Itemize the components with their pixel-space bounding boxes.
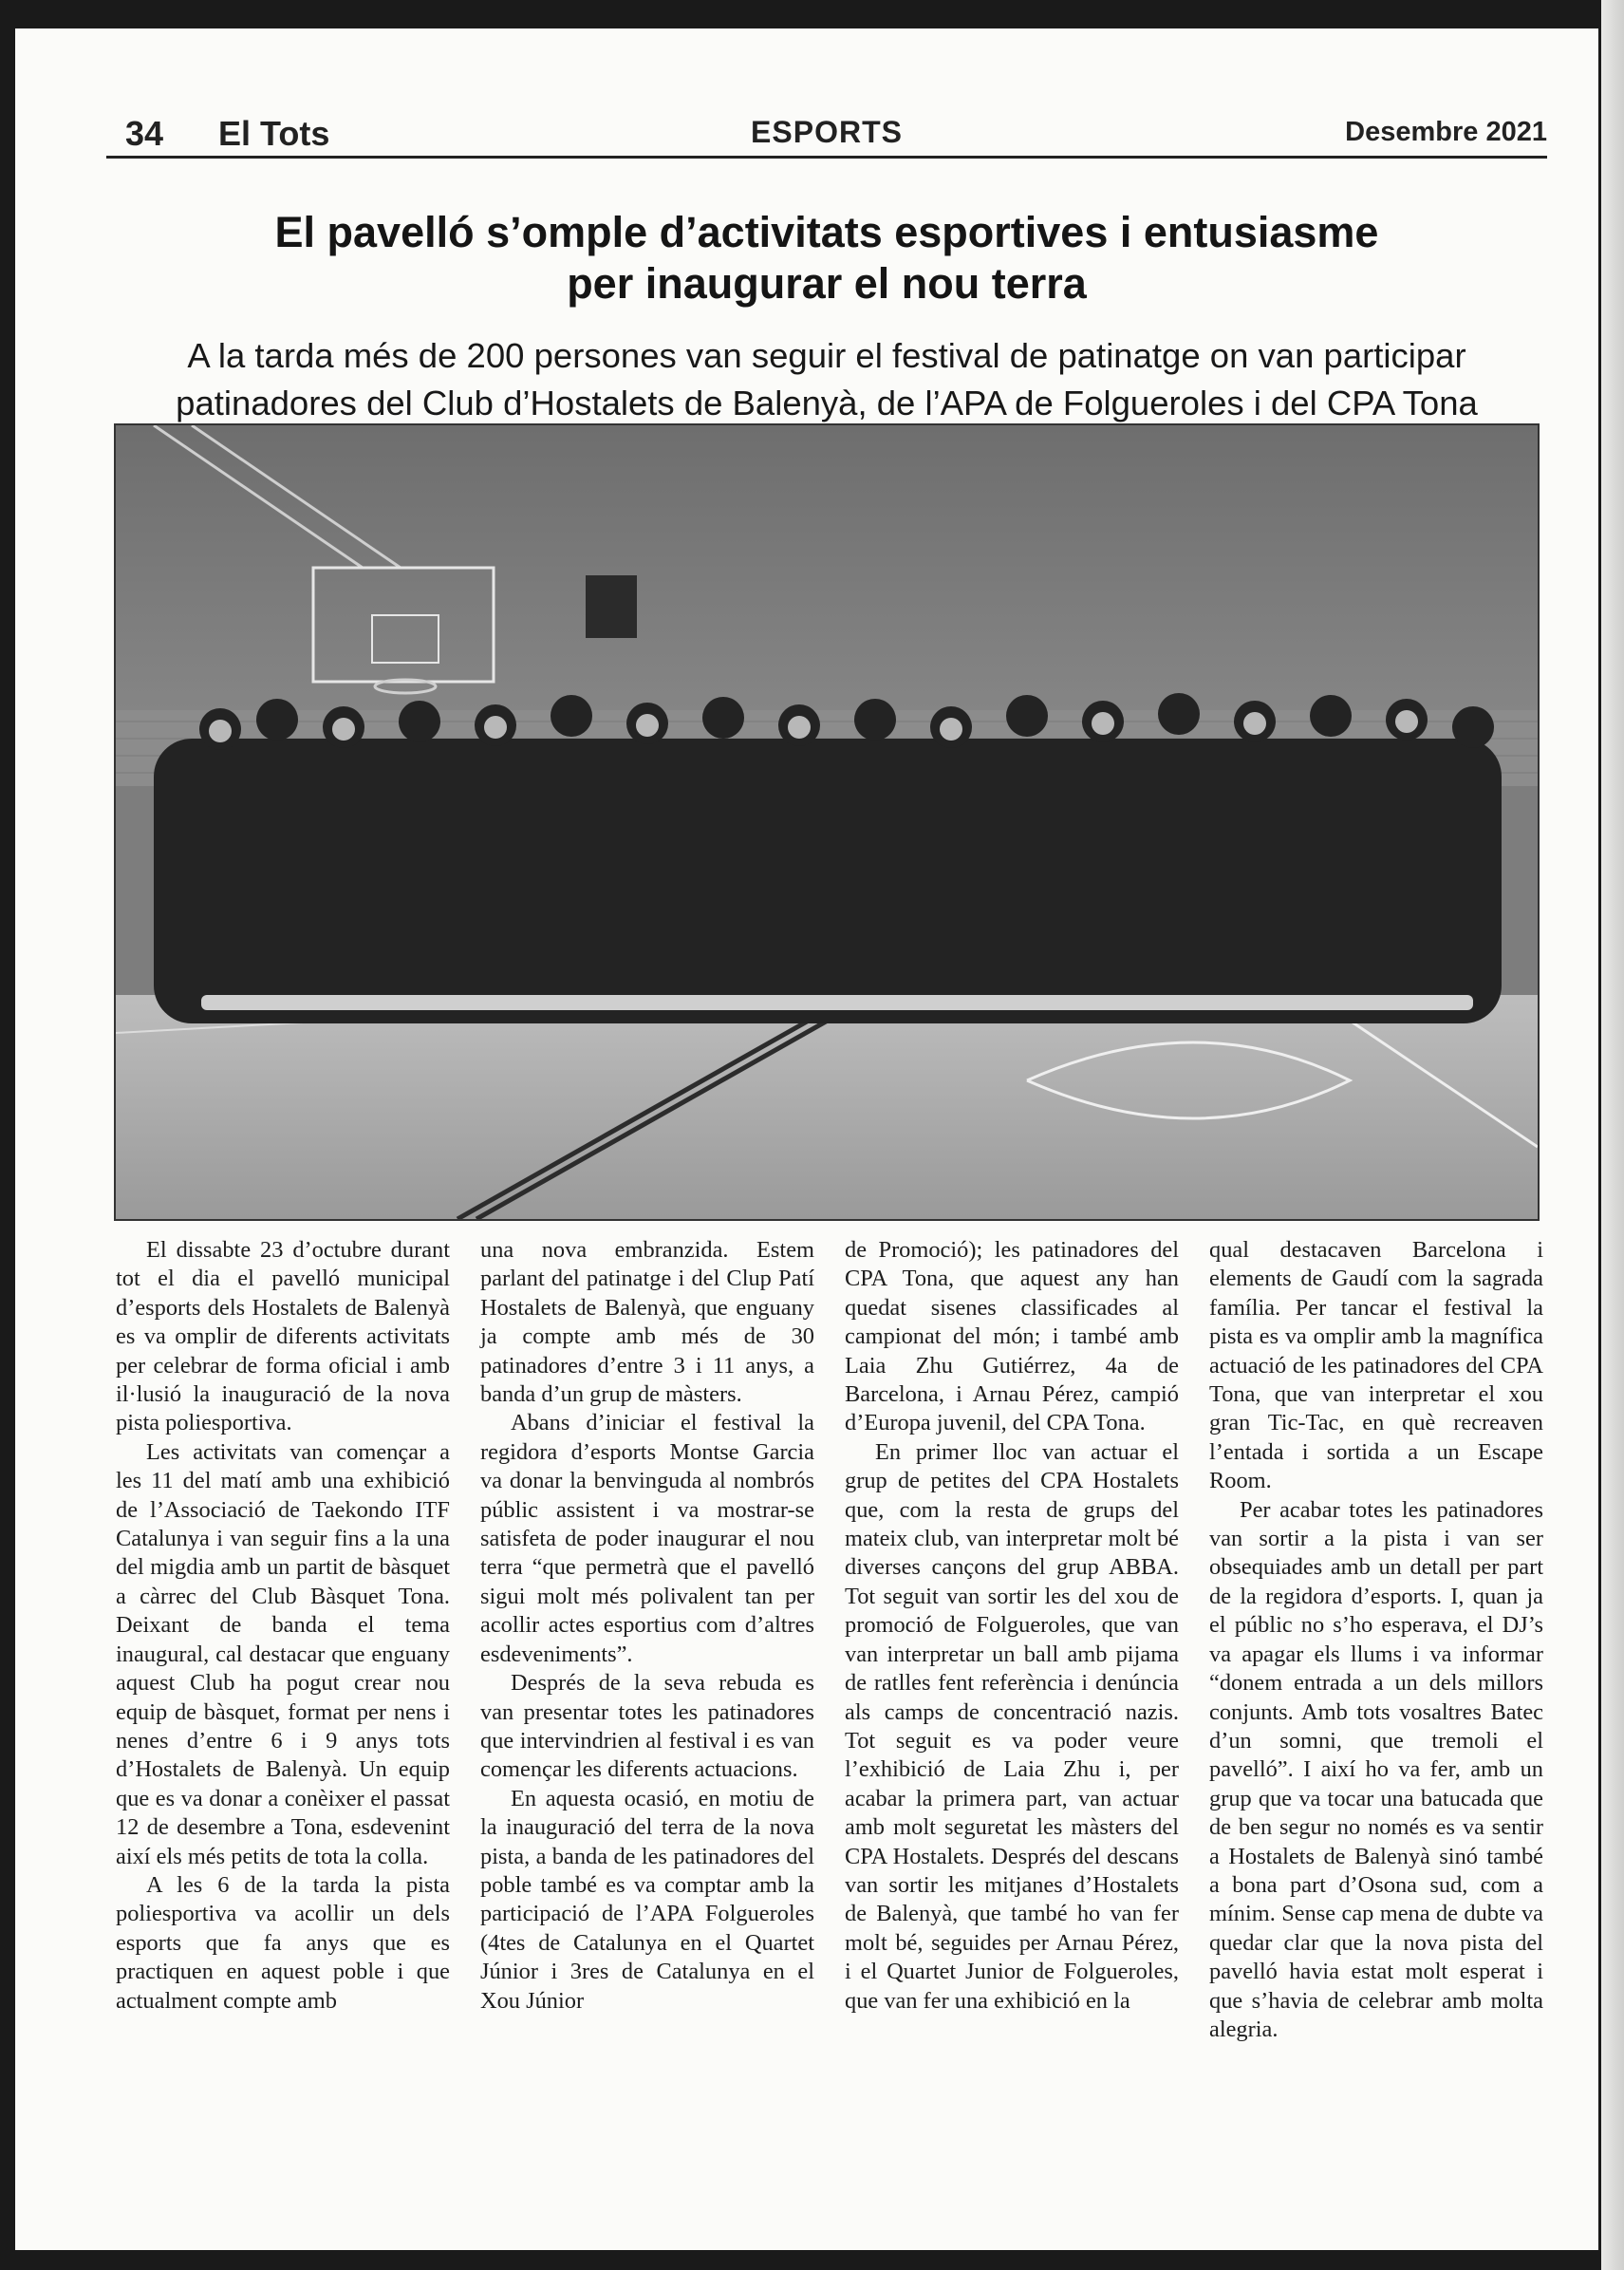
article-subtitle-line-1: A la tarda més de 200 persones van seguir el festival de patinatge on van participar	[187, 336, 1466, 375]
paragraph: En aquesta ocasió, en motiu de la inauguració del terra de la nova pista, a banda de les patinadores del poble també es va comptar amb la participació de l’APA Folgueroles (4tes de Catalunya en el Quartet Júnior i 3res de Catalunya en el Xou Júnior	[480, 1785, 814, 2014]
section-name: ESPORTS	[751, 115, 903, 149]
article-title-line-2: per inaugurar el nou terra	[567, 259, 1087, 308]
page-header	[106, 91, 1547, 159]
article-subtitle	[106, 332, 1547, 427]
paragraph: Abans d’iniciar el festival la regidora d’esports Montse Garcia va donar la benvinguda al nombrós públic assistent i va mostrar-se satisfeta de poder inaugurar el nou terra “que permetrà que el pavelló sigui molt més polivalent tan per acollir actes esportius com d’altres esdeveniments”.	[480, 1410, 814, 1667]
article-column-2	[480, 1236, 814, 2016]
paragraph: una nova embranzida. Estem parlant del patinatge i del Clup Patí Hostalets de Balenyà, que enguany ja compte amb més de 30 patinadores d’entre 3 i 11 anys, a banda d’un grup de màsters.	[480, 1237, 814, 1408]
magazine-name: El Tots	[218, 114, 330, 153]
paragraph: qual destacaven Barcelona i elements de Gaudí com la sagrada família. Per tancar el festival la pista es va omplir amb la magnífica actuació de les patinadores del CPA Tona, que van interpretar el xou gran Tic-Tac, en què recreaven l’entada i sortida a un Escape Room.	[1209, 1237, 1543, 1494]
group-photo-illustration	[116, 425, 1538, 1219]
group-photo	[114, 423, 1540, 1221]
page-number: 34	[125, 114, 164, 153]
article-column-3	[845, 1236, 1179, 2016]
issue-date: Desembre 2021	[1345, 117, 1547, 147]
paragraph: Per acabar totes les patinadores van sortir a la pista i van ser obsequiades amb un detall per part de la regidora d’esports. I, quan ja el públic no s’ho esperava, el DJ’s va apagar els llums i va informar “donem entrada a un dels millors conjunts. Amb tots vosaltres Batec d’un somni, que tremoli el pavelló”. I així ho va fer, amb un grup que va tocar una batucada que de ben segur no només es va sentir a Hostalets de Balenyà sinó també a bona part d’Osona sud, com a mínim. Sense cap mena de dubte va quedar clar que la nova pista del pavelló havia estat molt esperat i que s’havia de celebrar amb molta alegria.	[1209, 1496, 1543, 2042]
paragraph: El dissabte 23 d’octubre durant tot el dia el pavelló municipal d’esports dels Hostalets de Balenyà es va omplir de diferents activitats per celebrar de forma oficial i amb il·lusió la inauguració de la nova pista poliesportiva.	[116, 1237, 450, 1436]
newspaper-page	[15, 28, 1598, 2250]
paragraph: Les activitats van començar a les 11 del matí amb una exhibició de l’Associació de Taekondo ITF Catalunya i van seguir fins a la una del migdia amb un partit de bàsquet a càrrec del Club Bàsquet Tona. Deixant de banda el tema inaugural, cal destacar que enguany aquest Club ha pogut crear nou equip de bàsquet, format per nens i nenes d’entre 6 i 9 anys tots d’Hostalets de Balenyà. Un equip que es va donar a conèixer el passat 12 de desembre a Tona, esdevenint així els més petits de tota la colla.	[116, 1438, 450, 1869]
article-title	[106, 207, 1547, 310]
paragraph: En primer lloc van actuar el grup de petites del CPA Hostalets que, com la resta de grups del mateix club, van interpretar molt bé diverses cançons del grup ABBA. Tot seguit van sortir les del xou de promoció de Folgueroles, que van van interpretar un ball amb pijama de ratlles fent referència i denúncia als camps de concentració nazis. Tot seguit es va poder veure l’exhibició de Laia Zhu i, per acabar la primera part, van actuar amb molt seguretat les màsters del CPA Hostalets. Després del descans van sortir les mitjanes d’Hostalets de Balenyà, que també ho van fer molt bé, seguides per Arnau Pérez, i el Quartet Junior de Folgueroles, que van fer una exhibició en la	[845, 1438, 1179, 2014]
paragraph: Després de la seva rebuda es van presentar totes les patinadores que intervindrien al festival i es van començar les diferents actuacions.	[480, 1670, 814, 1783]
paragraph: de Promoció); les patinadores del CPA Tona, que aquest any han quedat sisenes classificades al campionat del món; i també amb Laia Zhu Gutiérrez, 4a de Barcelona, i Arnau Pérez, campió d’Europa juvenil, del CPA Tona.	[845, 1237, 1179, 1436]
page-edge	[1601, 0, 1624, 2270]
paragraph: A les 6 de la tarda la pista poliesportiva va acollir un dels esports que fa anys que es practiquen en aquest poble i que actualment compte amb	[116, 1871, 450, 2014]
article-column-1	[116, 1236, 450, 2016]
article-subtitle-line-2: patinadores del Club d’Hostalets de Balenyà, de l’APA de Folgueroles i del CPA Tona	[176, 384, 1478, 422]
article-title-line-1: El pavelló s’omple d’activitats esportives i entusiasme	[274, 208, 1379, 256]
article-column-4	[1209, 1236, 1543, 2044]
